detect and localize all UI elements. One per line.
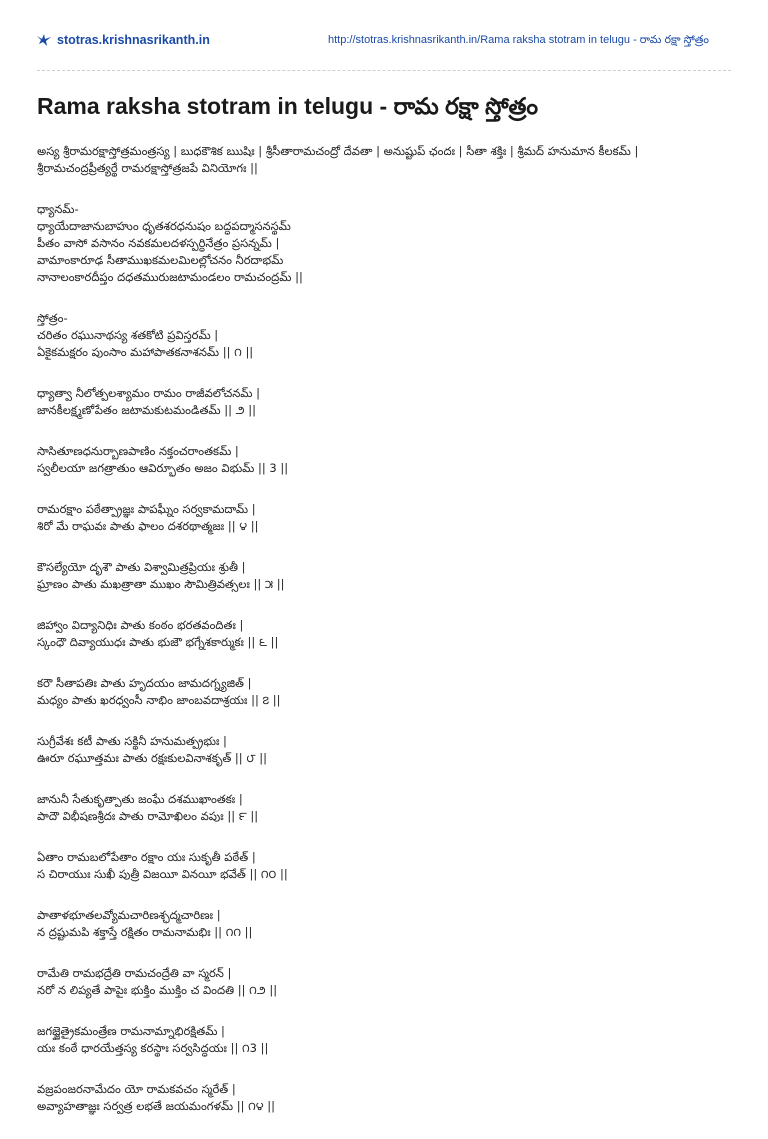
verse-block — [37, 617, 737, 651]
verse-line: నరో న లిప్యతే పాపైః భుక్తిం ముక్తిం చ విందతి || ౧౨ || — [37, 983, 278, 997]
verse-line: పాతాళభూతలవ్యోమచారిణశ్ఛద్మచారిణః | — [37, 908, 221, 922]
verse-block — [37, 1081, 737, 1115]
verse-line: ధ్యానమ్- — [37, 202, 79, 216]
page-title: Rama raksha stotram in telugu - రామ రక్షా స్తోత్రం — [37, 93, 539, 119]
verse-line: వామాంకారూఢ సీతాముఖకమలమిలల్లోచనం నీరదాభమ్ — [37, 253, 284, 267]
verse-block — [37, 443, 737, 477]
verse-block — [37, 310, 737, 361]
page-header — [0, 0, 768, 70]
verse-block — [37, 965, 737, 999]
verse-line: జానకీలక్ష్మణోపేతం జటామకుటమండితమ్ || ౨ || — [37, 403, 256, 417]
verse-line: చరితం రఘునాథస్య శతకోటి ప్రవిస్తరమ్ | — [37, 328, 219, 342]
verse-line: యః కంఠే ధారయేత్తస్య కరస్థాః సర్వసిద్ధయః || ౧3 || — [37, 1041, 269, 1055]
verse-line: నానాలంకారదీప్తం దధతమురుజటామండలం రామచంద్రమ్ || — [37, 270, 303, 284]
verse-block — [37, 675, 737, 709]
verse-line: స్తోత్రం- — [37, 311, 68, 325]
verse-line: ఊరూ రఘూత్తమః పాతు రక్షఃకులవినాశకృత్ || ౮ || — [37, 751, 267, 765]
header-divider — [37, 70, 731, 71]
verse-line: సాసితూణధనుర్బాణపాణిం నక్తంచరాంతకమ్ | — [37, 444, 239, 458]
verse-line: పాదౌ విభీషణశ్రీదః పాతు రామోఖిలం వపుః || ౯ || — [37, 809, 259, 823]
verse-block — [37, 385, 737, 419]
verse-line: జగజ్జైత్రైకమంత్రేణ రామనామ్నాభిరక్షితమ్ | — [37, 1024, 225, 1038]
verse-line: కరౌ సీతాపతిః పాతు హృదయం జామదగ్న్యజిత్ | — [37, 676, 252, 690]
verse-line: ఏతాం రామబలోపేతాం రక్షాం యః సుకృతీ పఠేత్ | — [37, 850, 256, 864]
verse-line: సుగ్రీవేశః కటీ పాతు సక్థినీ హనుమత్ప్రభుః | — [37, 734, 227, 748]
page-url-link[interactable]: http://stotras.krishnasrikanth.in/Rama raksha stotram in telugu - రామ రక్షా స్తోత్రం — [328, 34, 709, 46]
verse-line: జానునీ సేతుకృత్పాతు జంఘే దశముఖాంతకః | — [37, 792, 243, 806]
verse-block — [37, 201, 737, 286]
verse-line: అవ్యాహతాజ్ఞః సర్వత్ర లభతే జయమంగళమ్ || ౧౪ || — [37, 1099, 276, 1113]
bird-logo-icon — [37, 34, 51, 46]
verse-line: మధ్యం పాతు ఖరధ్వంసీ నాభిం జాంబవదాశ్రయః || ౭ || — [37, 693, 281, 707]
verse-line: న ద్రష్టుమపి శక్తాస్తే రక్షితం రామనామభిః || ౧౧ || — [37, 925, 253, 939]
site-name[interactable]: stotras.krishnasrikanth.in — [57, 33, 210, 47]
verse-line: శ్రీరామచంద్రప్రీత్యర్థే రామరక్షాస్తోత్రజపే వినియోగః || — [37, 161, 258, 175]
verse-line: కౌసల్యేయో దృశౌ పాతు విశ్వామిత్రప్రియః శ్రుతీ | — [37, 560, 246, 574]
site-home-link[interactable] — [37, 33, 210, 47]
verse-line: జిహ్వాం విద్యానిధిః పాతు కంఠం భరతవందితః | — [37, 618, 244, 632]
verse-block — [37, 1023, 737, 1057]
verse-line: అస్య శ్రీరామరక్షాస్తోత్రమంత్రస్య | బుధకౌశిక ఋషిః | శ్రీసీతారామచంద్రో దేవతా | అనుష్టుప్ ఛందః | సీతా శక్తిః | శ్రీమద్ హనుమాన కీలకమ్ | — [37, 144, 639, 158]
verse-line: స్కంధౌ దివ్యాయుధః పాతు భుజౌ భగ్నేశకార్ముకః || ౬ || — [37, 635, 279, 649]
verse-line: రామేతి రామభద్రేతి రామచంద్రేతి వా స్మరన్ | — [37, 966, 232, 980]
verse-line: ధ్యాత్వా నీలోత్పలశ్యామం రామం రాజీవలోచనమ్ | — [37, 386, 260, 400]
verse-line: ఏకైకమక్షరం పుంసాం మహాపాతకనాశనమ్ || ౧ || — [37, 345, 254, 359]
verse-line: రామరక్షాం పఠేత్ప్రాజ్ఞః పాపఘ్నీం సర్వకామదామ్ | — [37, 502, 256, 516]
verse-block — [37, 733, 737, 767]
verse-line: స్వలీలయా జగత్రాతుం ఆవిర్భూతం అజం విభుమ్ || 3 || — [37, 461, 289, 475]
verse-line: శిరో మే రాఘవః పాతు ఫాలం దశరథాత్మజః || ౪ || — [37, 519, 259, 533]
verse-line: వజ్రపంజరనామేదం యో రామకవచం స్మరేత్ | — [37, 1082, 236, 1096]
verse-line: స చిరాయుః సుఖీ పుత్రీ విజయీ వినయీ భవేత్ || ౧౦ || — [37, 867, 288, 881]
verse-line: పీతం వాసో వసానం నవకమలదళస్పర్ధినేత్రం ప్రసన్నమ్ | — [37, 236, 280, 250]
verse-block — [37, 143, 737, 177]
verse-block — [37, 559, 737, 593]
verse-block — [37, 907, 737, 941]
stotram-text — [37, 143, 737, 1139]
verse-block — [37, 849, 737, 883]
verse-line: ఘ్రాణం పాతు మఖత్రాతా ముఖం సౌమిత్రివత్సలః || ౫ || — [37, 577, 285, 591]
verse-block — [37, 501, 737, 535]
verse-line: ధ్యాయేదాజానుబాహుం ధృతశరధనుషం బద్ధపద్మాసనస్థమ్ — [37, 219, 291, 233]
verse-block — [37, 791, 737, 825]
